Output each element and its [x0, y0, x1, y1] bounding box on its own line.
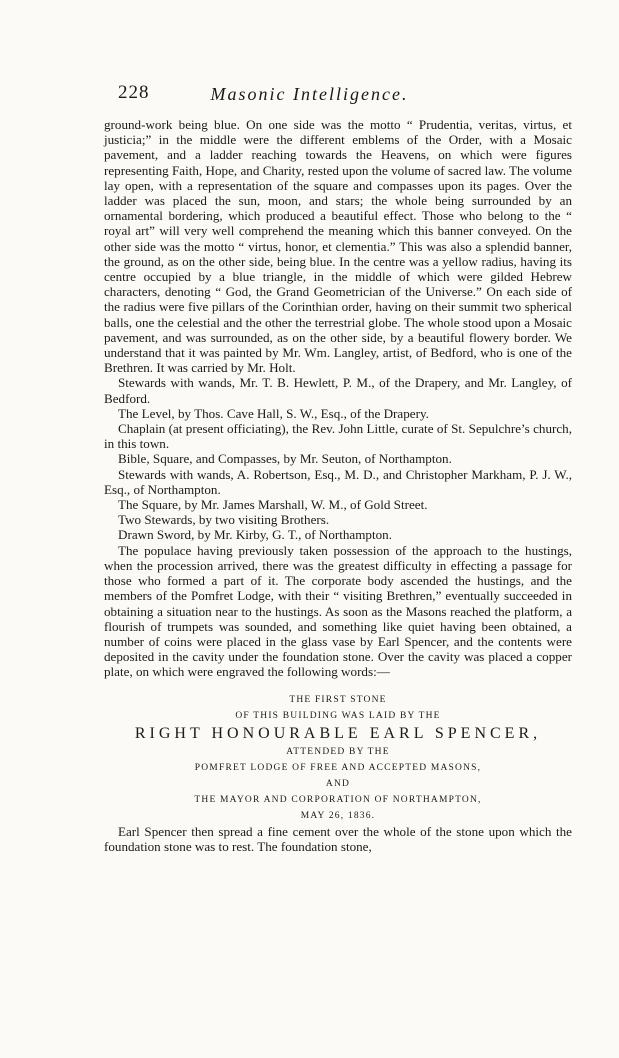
procession-item: Chaplain (at present officiating), the Rev. John Little, curate of St. Sepulchre’s church, in this town.: [104, 421, 572, 452]
procession-item: Two Stewards, by two visiting Brothers.: [118, 512, 330, 528]
procession-item: The Square, by Mr. James Marshall, W. M., of Gold Street.: [118, 497, 428, 513]
inscription-line: POMFRET LODGE OF FREE AND ACCEPTED MASONS,: [194, 762, 482, 773]
inscription-line: AND: [325, 778, 351, 789]
procession-item: Stewards with wands, Mr. T. B. Hewlett, P. M., of the Drapery, and Mr. Langley, of Bedford.: [104, 375, 572, 406]
running-head: Masonic Intelligence.: [210, 84, 409, 104]
procession-item: Stewards with wands, A. Robertson, Esq., M. D., and Christopher Markham, P. J. W., Esq., of Northampton.: [104, 466, 572, 497]
inscription-line: OF THIS BUILDING WAS LAID BY THE: [235, 710, 441, 721]
stone-inscription: [104, 692, 572, 824]
page-header: [0, 82, 619, 106]
page-number: 228: [118, 82, 150, 103]
paragraph-banner: ground-work being blue. On one side was the motto “ Prudentia, veritas, virtus, et justicia;” in the middle were the different emblems of the Order, with a Mosaic pavement, and a ladder reaching towards the Heavens, on which were figures representing Faith, Hope, and Charity, rested upon the volume of sacred law. The volume lay open, with a representation of the square and compasses upon its pages. Over the ladder was placed the sun, moon, and stars; the whole being surrounded by an ornamental bordering, which produced a beautiful effect. Those who belong to the “ royal art” will very well comprehend the meaning which this banner conveyed. On the other side was the motto “ virtus, honor, et clementia.” This was also a splendid banner, the ground, as on the other side, being blue. In the centre was a yellow radius, having its centre occupied by a blue triangle, in the middle of which were gilded Hebrew characters, denoting “ God, the Grand Geometrician of the Universe.” On each side of the radius were five pillars of the Corinthian order, having on their summit two spherical balls, one the celestial and the other the terrestrial globe. The whole stood upon a Mosaic pavement, and was surrounded, as on the other side, by a beautiful flowery border. We understand that it was painted by Mr. Wm. Langley, artist, of Bedford, who is one of the Brethren. It was carried by Mr. Holt.: [104, 117, 572, 376]
paragraph-closing: Earl Spencer then spread a fine cement over the whole of the stone upon which the foundation stone was to rest. The foundation stone,: [104, 823, 572, 854]
procession-item: The Level, by Thos. Cave Hall, S. W., Esq., of the Drapery.: [118, 405, 429, 421]
body-text: [104, 117, 572, 854]
procession-item: Bible, Square, and Compasses, by Mr. Seuton, of Northampton.: [118, 451, 452, 467]
procession-item: Drawn Sword, by Mr. Kirby, G. T., of Northampton.: [118, 527, 392, 543]
inscription-line: MAY 26, 1836.: [300, 810, 376, 821]
inscription-line: THE FIRST STONE: [289, 694, 387, 705]
inscription-line: RIGHT HONOURABLE EARL SPENCER,: [134, 724, 542, 742]
paragraph-hustings: The populace having previously taken possession of the approach to the hustings, when the procession arrived, there was the greatest difficulty in effecting a passage for those who formed a part of it. The corporate body ascended the hustings, and the members of the Pomfret Lodge, with their “ visiting Brethren,” eventually succeeded in obtaining a situation near to the hustings. As soon as the Masons reached the platform, a flourish of trumpets was sounded, and something like quiet having been obtained, a number of coins were placed in the glass vase by Earl Spencer, and the contents were deposited in the cavity under the foundation stone. Over the cavity was placed a copper plate, on which were engraved the following words:—: [104, 542, 572, 680]
inscription-line: THE MAYOR AND CORPORATION OF NORTHAMPTON,: [194, 794, 482, 805]
inscription-line: ATTENDED BY THE: [286, 746, 390, 757]
